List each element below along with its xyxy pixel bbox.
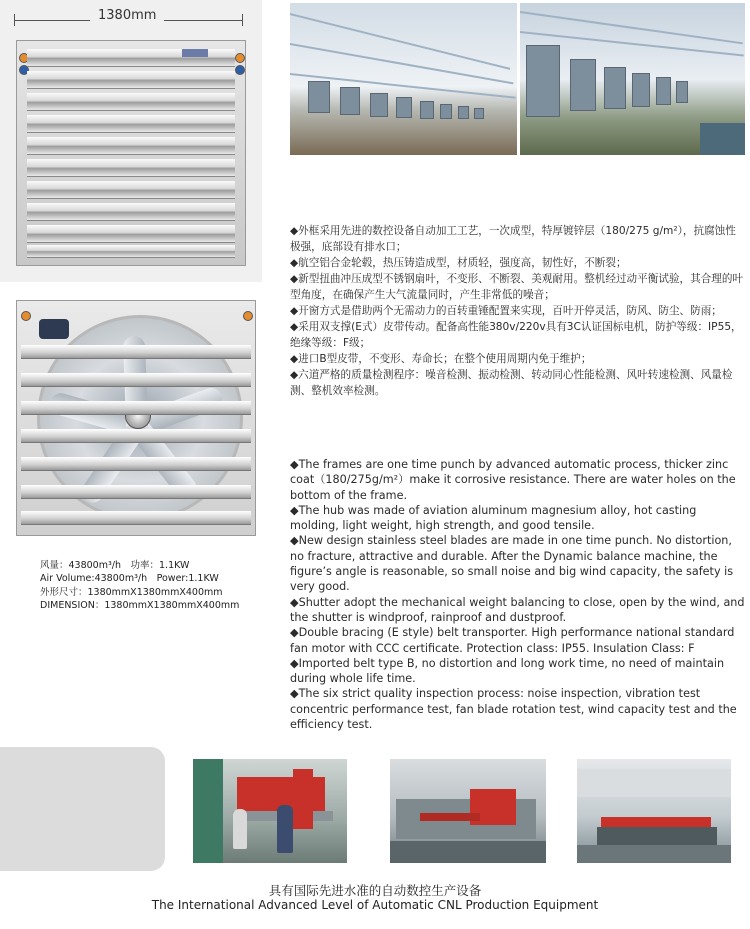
cn-paragraph: ◆航空铝合金轮毂，热压铸造成型，材质轻，强度高，韧性好，不断裂； (290, 257, 627, 269)
spec-airflow-cn: 风量：43800m³/h 功率：1.1KW (40, 560, 190, 571)
chinese-description (290, 223, 745, 399)
cn-paragraph: ◆六道严格的质量检测程序：噪音检测、振动检测、转动同心性能检测、风叶转速检测、风量检测、整机效率检测。 (290, 369, 733, 397)
warning-icon (21, 311, 31, 321)
spec-size-cn: 外形尺寸：1380mmX1380mmX400mm (40, 587, 223, 598)
dimension-label: 1380mm (90, 8, 164, 23)
spec-airflow-en: Air Volume:43800m³/h Power:1.1KW (40, 572, 219, 584)
info-icon (235, 65, 245, 75)
english-description (290, 457, 748, 732)
factory-photo-press-brake (193, 759, 347, 863)
en-paragraph: ◆The six strict quality inspection process: noise inspection, vibration test concentric performance test, fan blade rotation test, wind capacity test and the efficiency test. (290, 687, 737, 732)
greenhouse-photo-2 (520, 3, 745, 155)
warning-icon (235, 53, 245, 63)
en-paragraph: ◆Double bracing (E style) belt transporter. High performance national standard fan motor with CCC certificate. Protection class: IP55. Insulation Class: F (290, 626, 735, 655)
caption-chinese: 具有国际先进水准的自动数控生产设备 (268, 883, 482, 898)
en-paragraph: ◆The frames are one time punch by advanced automatic process, thicker zinc coat（180/275g/m²）make it corrosive resistance. There are water holes on the bottom of the frame. (290, 458, 736, 502)
factory-photo-shearing-machine (577, 759, 731, 863)
brand-label (182, 49, 208, 57)
cn-paragraph: ◆新型扭曲冲压成型不锈钢扇叶，不变形、不断裂、美观耐用。整机经过动平衡试验，其合理的叶型角度，在确保产生大气流量同时，产生非常低的噪音； (290, 273, 744, 301)
fan-motor (39, 319, 69, 339)
en-paragraph: ◆Imported belt type B, no distortion and long work time, no need of maintain during whole life time. (290, 656, 725, 686)
box-fan-image (16, 300, 256, 536)
caption-english: The International Advanced Level of Automatic CNL Production Equipment (151, 898, 599, 912)
cn-paragraph: ◆外框采用先进的数控设备自动加工工艺，一次成型，特厚镀锌层（180/275 g/m²），抗腐蚀性极强，底部设有排水口； (290, 225, 736, 253)
en-paragraph: ◆Shutter adopt the mechanical weight balancing to close, open by the wind, and the shutter is windproof, rainproof and dustproof. (290, 595, 745, 624)
decorative-side-tab (0, 747, 165, 871)
product-specs (40, 560, 239, 612)
en-paragraph: ◆The hub was made of aviation aluminum magnesium alloy, hot casting molding, light weight, high strength, and good tensile. (290, 503, 697, 533)
cn-paragraph: ◆采用双支撑(E式）皮带传动。配备高性能380v/220v具有3C认证国标电机，防护等级：IP55，绝缘等级：F级； (290, 321, 742, 349)
cn-paragraph: ◆开窗方式是借助两个无需动力的百转重锤配置来实现，百叶开停灵活，防风、防尘、防雨； (290, 305, 722, 317)
warning-icon (243, 311, 253, 321)
greenhouse-photo-1 (290, 3, 517, 155)
shutter-fan-image (16, 40, 246, 266)
spec-size-en: DIMENSION：1380mmX1380mmX400mm (40, 599, 240, 611)
factory-photo-punch-machine (390, 759, 546, 863)
cn-paragraph: ◆进口B型皮带，不变形、寿命长；在整个使用周期内免于维护； (290, 353, 592, 365)
en-paragraph: ◆New design stainless steel blades are made in one time punch. No distortion, no fracture, attractive and durable. After the Dynamic balance machine, the figure’s angle is reasonable, so small noise and big wind capacity, the safety is very good. (290, 534, 734, 594)
dimension-tick-right (242, 14, 243, 26)
